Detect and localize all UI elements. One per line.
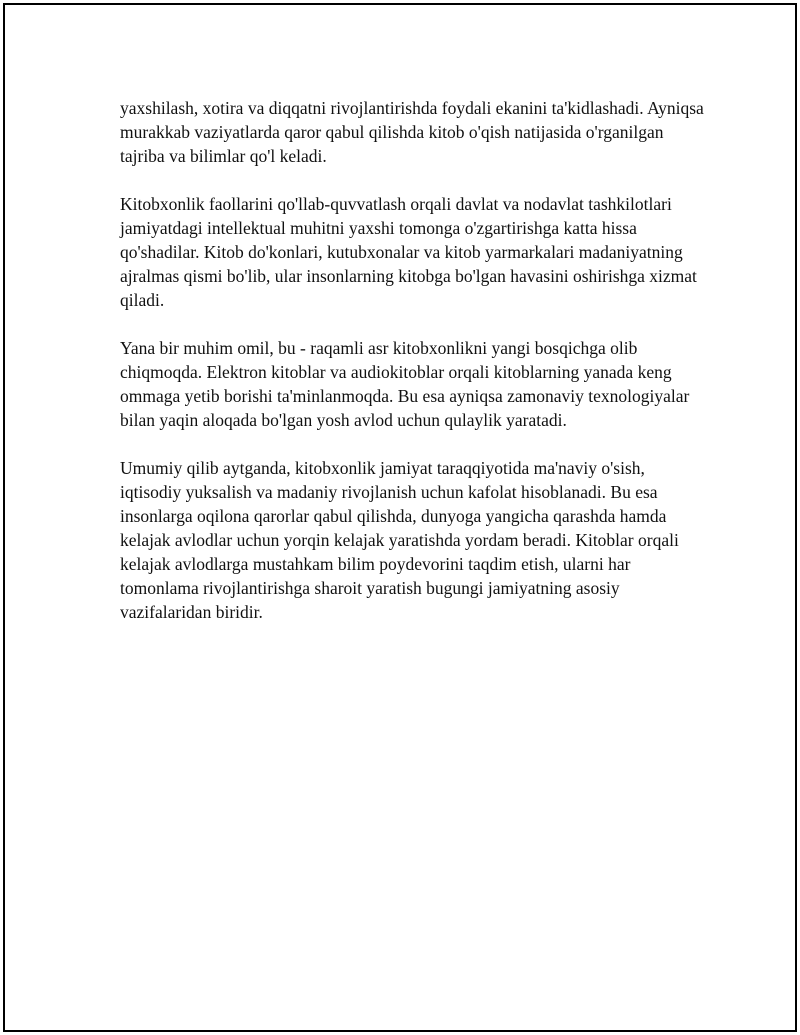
paragraph-3: Yana bir muhim omil, bu - raqamli asr kitobxonlikni yangi bosqichga olib chiqmoqda. Elektron kitoblar va audiokitoblar orqali kitoblarning yanada keng ommaga yetib borishi ta'minlanmoqda. Bu esa ayniqsa zamonaviy texnologiyalar bilan yaqin aloqada bo'lgan yosh avlod uchun qulaylik yaratadi.	[120, 338, 690, 430]
document-page	[3, 3, 797, 1032]
paragraph-4: Umumiy qilib aytganda, kitobxonlik jamiyat taraqqiyotida ma'naviy o'sish, iqtisodiy yuksalish va madaniy rivojlanish uchun kafolat hisoblanadi. Bu esa insonlarga oqilona qarorlar qabul qilishda, dunyoga yangicha qarashda hamda kelajak avlodlar uchun yorqin kelajak yaratishda yordam beradi. Kitoblar orqali kelajak avlodlarga mustahkam bilim poydevorini taqdim etish, ularni har tomonlama rivojlantirishga sharoit yaratish bugungi jamiyatning asosiy vazifalaridan biridir.	[120, 458, 679, 622]
document-body	[120, 96, 705, 648]
paragraph-1: yaxshilash, xotira va diqqatni rivojlantirishda foydali ekanini ta'kidlashadi. Ayniqsa murakkab vaziyatlarda qaror qabul qilishda kitob o'qish natijasida o'rganilgan tajriba va bilimlar qo'l keladi.	[120, 98, 704, 166]
paragraph-2: Kitobxonlik faollarini qo'llab-quvvatlash orqali davlat va nodavlat tashkilotlari jamiyatdagi intellektual muhitni yaxshi tomonga o'zgartirishga katta hissa qo'shadilar. Kitob do'konlari, kutubxonalar va kitob yarmarkalari madaniyatning ajralmas qismi bo'lib, ular insonlarning kitobga bo'lgan havasini oshirishga xizmat qiladi.	[120, 194, 697, 310]
